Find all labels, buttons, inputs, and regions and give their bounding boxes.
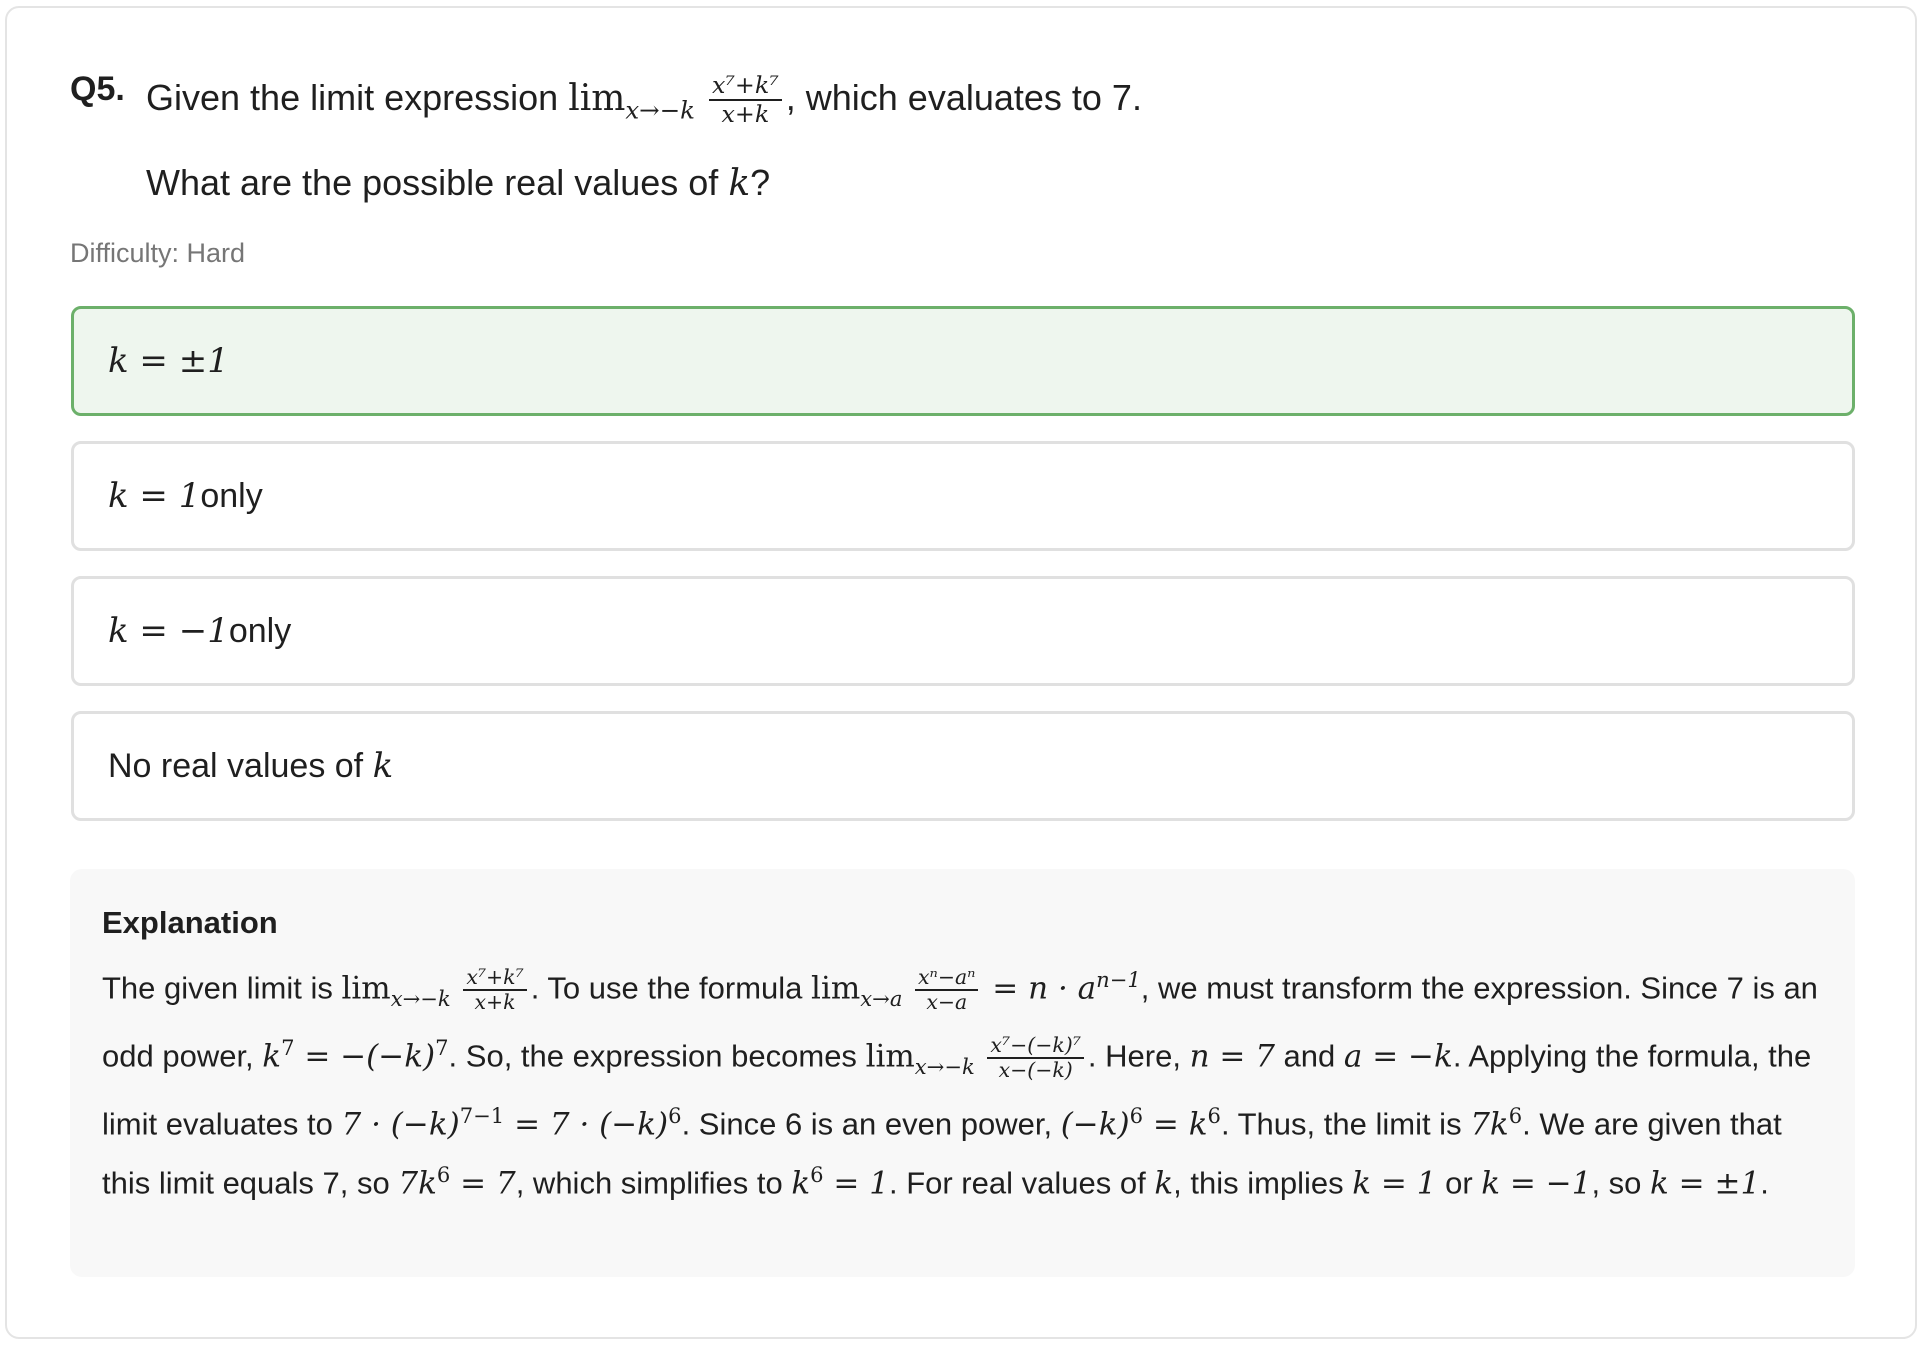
question-text xyxy=(146,62,1846,220)
lim-operator: lim xyxy=(568,78,626,119)
explanation-panel xyxy=(70,869,1855,1277)
answer-option-3[interactable]: k = −1 only xyxy=(71,576,1855,686)
fraction: $\frac{\text{x⁷+k⁷}}{x+k}$ xyxy=(709,72,782,129)
question-line-2: What are the possible real values of k? xyxy=(146,161,771,204)
explanation-text: The given limit is $\lim_{x\to-k}$ $\frac{\text{x⁷+k⁷}}{x+k}$ . To use the formula $\lim_{x\to a}$ $\frac{\text{xⁿ−aⁿ}}{x-a}$ = $n \cdot a^{n-1}$, we must transform the expression. Since 7 is an odd power, $k^7 = -(-k)^7$. So, the expression becomes $\lim_{x\to-k}$ $\frac{\text{x⁷−(−k)⁷}}{x-(-k)}$ . Here, n = 7 and a = −k. Applying the formula, the limit evaluates to $7 \cdot (-k)^{7-1} = 7 \cdot (-k)^6$. Since 6 is an even power, $(-k)^6 = k^6$. Thus, the limit is $7k^6$. We are given that this limit equals 7, so $7k^6 = 7$, which simplifies to $k^6 = 1$. For real values of k, this implies k = 1 or k = −1, so k = ±1. xyxy=(102,964,1818,1202)
answer-option-2[interactable]: k = 1 only xyxy=(71,441,1855,551)
answer-option-1[interactable]: k = ±1 xyxy=(71,306,1855,416)
explanation-title: Explanation xyxy=(102,905,278,940)
answer-option-4[interactable]: No real values of k xyxy=(71,711,1855,821)
difficulty-label: Difficulty: Hard xyxy=(70,238,246,268)
question-line-1: Given the limit expression $\lim_{x\to-k}$ $\frac{\text{x⁷+k⁷}}{x+k}$ , which evaluates to 7. xyxy=(146,71,1142,129)
question-number: Q5. xyxy=(70,70,125,108)
